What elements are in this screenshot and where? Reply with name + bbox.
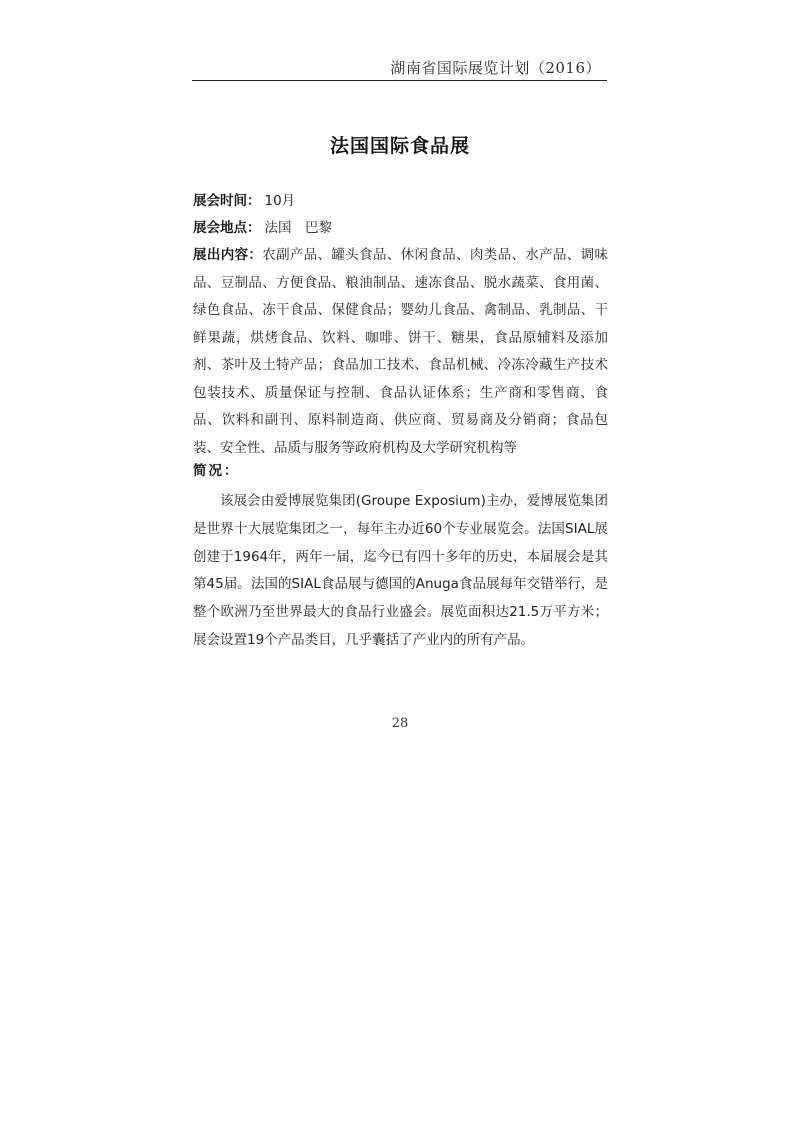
overview-label: 简况： [193,463,240,479]
exhibition-content-paragraph [193,242,608,462]
content-value: 农副产品、罐头食品、休闲食品、肉类品、水产品、调味品、豆制品、方便食品、粮油制品、速冻食品、脱水蔬菜、食用菌、绿色食品、冻干食品、保健食品；婴幼儿食品、禽制品、乳制品、干鲜果蔬，烘烤食品、饮料、咖啡、饼干、糖果，食品原辅料及添加剂、茶叶及土特产品；食品加工技术、食品机械、冷冻冷藏生产技术包装技术、质量保证与控制、食品认证体系；生产商和零售商、食品、饮料和副刊、原料制造商、供应商、贸易商及分销商；食品包装、安全性、品质与服务等政府机构及大学研究机构等 [193,247,609,456]
running-header: 湖南省国际展览计划（2016） [390,59,601,77]
exhibition-time-row [193,188,608,214]
page-title: 法国国际食品展 [329,135,470,157]
header-rule [192,80,607,81]
time-value: 10月 [264,193,296,209]
page-number: 28 [391,716,409,731]
location-value: 法国 巴黎 [264,220,332,236]
overview-paragraph: 该展会由爱博展览集团(Groupe Exposium)主办，爱博展览集团是世界十大展览集团之一，每年主办近60个专业展览会。法国SIAL展创建于1964年，两年一届，迄今已有四十多年的历史，本届展会是其第45届。法国的SIAL食品展与德国的Anuga食品展每年交错举行，是整个欧洲乃至世界最大的食品行业盛会。展览面积达21.5万平方米；展会设置19个产品类目，几乎囊括了产业内的所有产品。 [193,493,608,648]
exhibition-location-row [193,215,608,241]
content-label: 展出内容： [193,247,263,263]
location-label: 展会地点： [193,220,261,236]
time-label: 展会时间： [193,193,261,209]
